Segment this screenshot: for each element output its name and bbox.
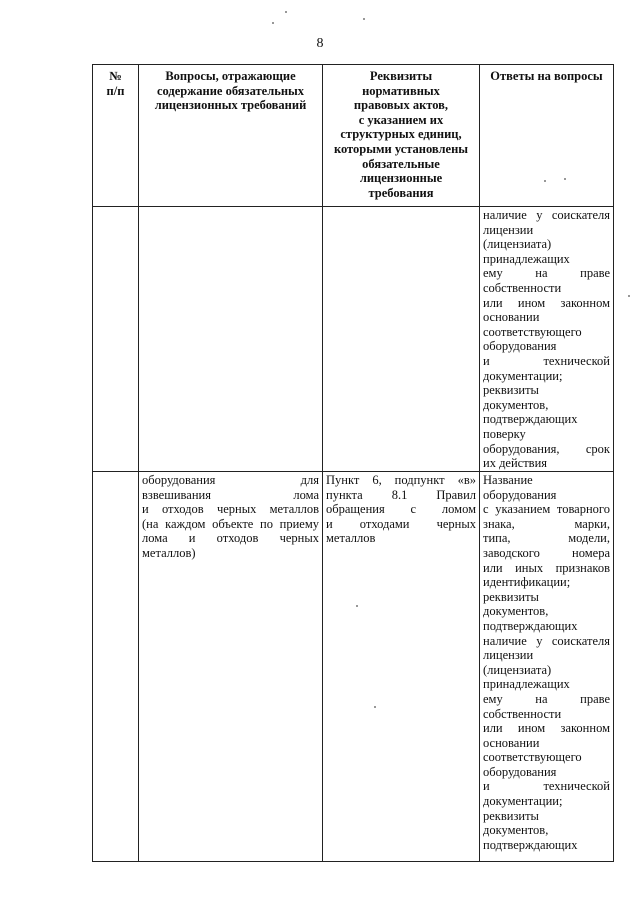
header-line: Ответы на вопросы bbox=[490, 69, 603, 83]
question-cell bbox=[139, 472, 323, 862]
cell-line: оборудования bbox=[483, 339, 557, 354]
cell-line: или иных признаков bbox=[483, 560, 610, 575]
cell-line: знака, марки, bbox=[483, 516, 610, 531]
header-line: № bbox=[109, 69, 122, 83]
cell-line: документации; bbox=[483, 794, 563, 809]
cell-line: оборудования, срок bbox=[483, 441, 610, 456]
header-lines bbox=[142, 69, 319, 113]
question-cell bbox=[139, 207, 323, 472]
header-line: п/п bbox=[106, 83, 125, 98]
cell-line: идентификации; bbox=[483, 575, 571, 590]
cell-line: подтверждающих bbox=[483, 618, 578, 633]
cell-line: оборудования для bbox=[142, 473, 319, 487]
cell-line: Пункт 6, подпункт «в» bbox=[326, 473, 476, 487]
cell-line: оборудования bbox=[483, 764, 557, 779]
cell-line: и отходами черных bbox=[326, 516, 476, 531]
cell-line: собственности bbox=[483, 706, 562, 721]
header-questions bbox=[139, 65, 323, 207]
cell-line: собственности bbox=[483, 280, 562, 295]
header-line: Реквизиты bbox=[369, 69, 433, 83]
cell-line: документации; bbox=[483, 368, 563, 383]
cell-line: реквизиты bbox=[483, 589, 539, 604]
page-number: 8 bbox=[316, 36, 324, 51]
cell-line: ему на праве bbox=[483, 266, 610, 281]
cell-line: ему на праве bbox=[483, 691, 610, 706]
cell-line: заводского номера bbox=[483, 545, 610, 560]
header-lines bbox=[483, 69, 610, 84]
cell-line: соответствующего bbox=[483, 324, 582, 339]
cell-line: реквизиты bbox=[483, 383, 539, 398]
cell-line: или ином законном bbox=[483, 721, 610, 736]
cell-line: пункта 8.1 Правил bbox=[326, 487, 476, 502]
header-line: которыми установлены bbox=[333, 141, 469, 156]
header-lines bbox=[96, 69, 135, 98]
scan-speck bbox=[363, 18, 365, 20]
answer-cell bbox=[480, 207, 614, 472]
scan-speck bbox=[628, 295, 630, 297]
cell-line: подтверждающих bbox=[483, 412, 578, 427]
header-lines bbox=[326, 69, 476, 200]
header-answers bbox=[480, 65, 614, 207]
cell-line: их действия bbox=[483, 456, 548, 471]
cell-line: основании bbox=[483, 735, 540, 750]
cell-line: реквизиты bbox=[483, 808, 539, 823]
cell-line: документов, bbox=[483, 823, 549, 838]
header-line: требования bbox=[368, 185, 434, 200]
cell-line: Название bbox=[483, 473, 533, 487]
cell-line: металлов bbox=[326, 531, 376, 546]
header-line: лицензионных требований bbox=[154, 98, 307, 113]
cell-line: или ином законном bbox=[483, 295, 610, 310]
cell-line: принадлежащих bbox=[483, 251, 570, 266]
header-line: структурных единиц, bbox=[340, 127, 462, 142]
table-row bbox=[93, 472, 614, 862]
cell-line: и отходов черных металлов bbox=[142, 502, 319, 517]
cell-line: основании bbox=[483, 310, 540, 325]
cell-line: обращения с ломом bbox=[326, 502, 476, 517]
cell-line: соответствующего bbox=[483, 750, 582, 765]
header-line: нормативных bbox=[362, 83, 440, 98]
answer-cell bbox=[480, 472, 614, 862]
scan-speck bbox=[285, 11, 287, 13]
cell-line: наличие у соискателя bbox=[483, 208, 610, 222]
cell-line: типа, модели, bbox=[483, 531, 610, 546]
header-number bbox=[93, 65, 139, 207]
cell-line: и технической bbox=[483, 353, 610, 368]
table-header-row bbox=[93, 65, 614, 207]
cell-line: поверку bbox=[483, 426, 526, 441]
header-line: правовых актов, bbox=[353, 98, 449, 113]
header-line: обязательные bbox=[362, 156, 440, 171]
row-number-cell bbox=[93, 472, 139, 862]
table-row bbox=[93, 207, 614, 472]
cell-line: подтверждающих bbox=[483, 837, 578, 852]
cell-line: оборудования bbox=[483, 487, 557, 502]
cell-line: металлов) bbox=[142, 545, 196, 560]
cell-line: документов, bbox=[483, 397, 549, 412]
row-number-cell bbox=[93, 207, 139, 472]
cell-line: принадлежащих bbox=[483, 677, 570, 692]
cell-line: (лицензиата) bbox=[483, 237, 552, 252]
cell-line: (на каждом объекте по приему bbox=[142, 516, 319, 531]
header-line: Вопросы, отражающие bbox=[165, 69, 296, 83]
cell-line: лицензии bbox=[483, 222, 534, 237]
cell-line: документов, bbox=[483, 604, 549, 619]
cell-line: (лицензиата) bbox=[483, 662, 552, 677]
reference-cell bbox=[323, 472, 480, 862]
cell-line: и технической bbox=[483, 779, 610, 794]
header-line: содержание обязательных bbox=[156, 83, 305, 98]
cell-line: с указанием товарного bbox=[483, 502, 610, 517]
header-line: лицензионные bbox=[359, 171, 443, 186]
cell-line: лицензии bbox=[483, 648, 534, 663]
requirements-table bbox=[92, 64, 614, 862]
header-references bbox=[323, 65, 480, 207]
scan-speck bbox=[272, 22, 274, 24]
cell-line: наличие у соискателя bbox=[483, 633, 610, 648]
cell-line: взвешивания лома bbox=[142, 487, 319, 502]
header-line: с указанием их bbox=[358, 112, 444, 127]
reference-cell bbox=[323, 207, 480, 472]
cell-line: лома и отходов черных bbox=[142, 531, 319, 546]
